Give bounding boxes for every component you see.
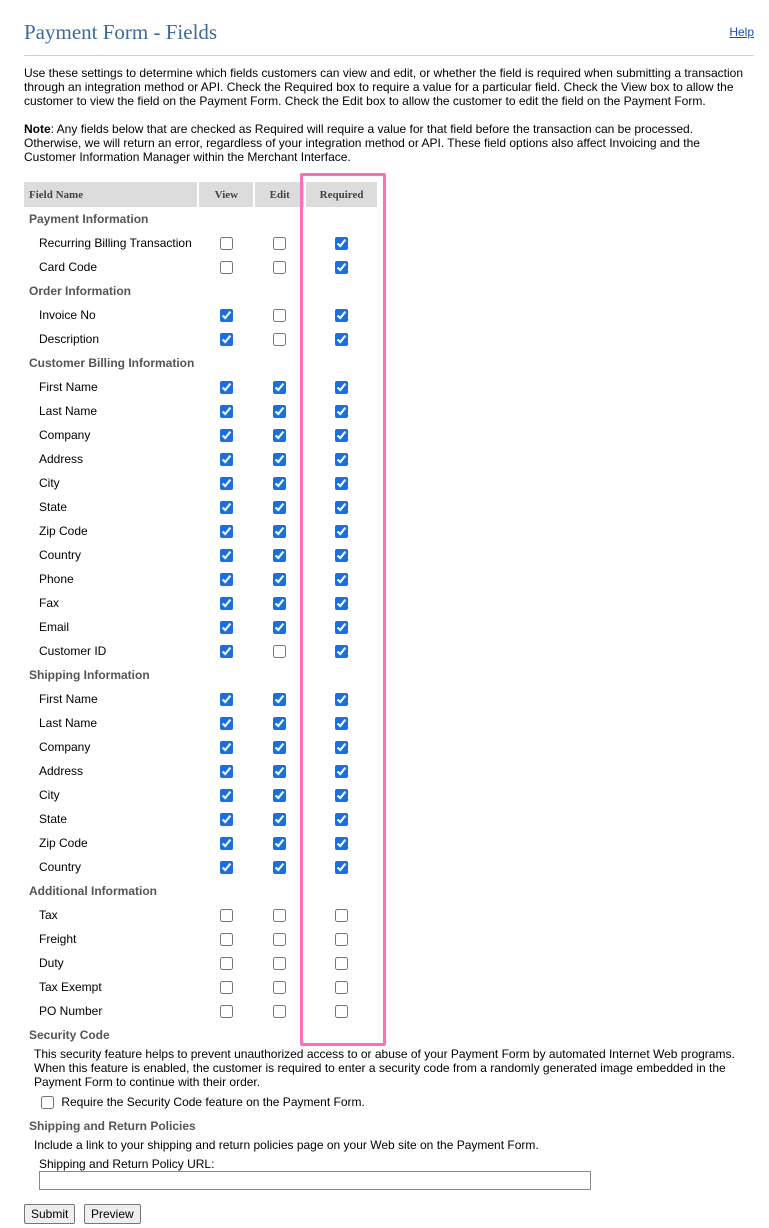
security-code-checkbox[interactable] xyxy=(41,1096,54,1109)
view-checkbox[interactable] xyxy=(220,309,233,322)
field-label: First Name xyxy=(39,380,98,394)
edit-checkbox[interactable] xyxy=(273,909,286,922)
view-cell xyxy=(198,495,254,519)
required-checkbox[interactable] xyxy=(335,453,348,466)
required-checkbox[interactable] xyxy=(335,957,348,970)
section-row xyxy=(24,663,377,687)
edit-checkbox[interactable] xyxy=(273,381,286,394)
edit-checkbox[interactable] xyxy=(273,621,286,634)
required-cell xyxy=(305,975,377,999)
note-text xyxy=(24,122,752,164)
view-cell xyxy=(198,759,254,783)
edit-checkbox[interactable] xyxy=(273,645,286,658)
field-label: Card Code xyxy=(39,260,98,274)
field-label: Zip Code xyxy=(39,836,88,850)
table-row xyxy=(24,447,377,471)
required-cell xyxy=(305,231,377,255)
required-cell xyxy=(305,591,377,615)
required-cell xyxy=(305,735,377,759)
view-cell xyxy=(198,327,254,351)
table-row xyxy=(24,975,377,999)
preview-button[interactable]: Preview xyxy=(84,1204,141,1224)
edit-checkbox[interactable] xyxy=(273,717,286,730)
view-cell xyxy=(198,735,254,759)
view-cell xyxy=(198,303,254,327)
shipping-policies-title: Shipping and Return Policies xyxy=(29,1119,196,1133)
required-checkbox[interactable] xyxy=(335,837,348,850)
edit-cell xyxy=(254,615,305,639)
table-row xyxy=(24,927,377,951)
edit-checkbox[interactable] xyxy=(273,429,286,442)
required-checkbox[interactable] xyxy=(335,813,348,826)
table-row xyxy=(24,519,377,543)
edit-cell xyxy=(254,951,305,975)
table-row xyxy=(24,855,377,879)
view-cell xyxy=(198,255,254,279)
help-link[interactable]: Help xyxy=(729,25,754,39)
required-checkbox[interactable] xyxy=(335,501,348,514)
table-row xyxy=(24,615,377,639)
view-checkbox[interactable] xyxy=(220,405,233,418)
view-cell xyxy=(198,471,254,495)
section-row xyxy=(24,351,377,375)
note-body: : Any fields below that are checked as Required will require a value for that field before the transaction can be processed. Otherwise, we will return an error, regardless of your integration method or API. These field options also affect Invoicing and the Customer Information Manager within the Merchant Interface. xyxy=(24,122,700,164)
edit-checkbox[interactable] xyxy=(273,597,286,610)
view-checkbox[interactable] xyxy=(220,957,233,970)
required-checkbox[interactable] xyxy=(335,333,348,346)
section-title: Shipping Information xyxy=(29,668,150,682)
shipping-policies-description: Include a link to your shipping and return policies page on your Web site on the Payment Form. xyxy=(34,1138,539,1152)
edit-checkbox[interactable] xyxy=(273,525,286,538)
edit-cell xyxy=(254,687,305,711)
required-cell xyxy=(305,495,377,519)
view-checkbox[interactable] xyxy=(220,765,233,778)
view-checkbox[interactable] xyxy=(220,573,233,586)
field-label: Country xyxy=(39,860,82,874)
required-checkbox[interactable] xyxy=(335,717,348,730)
edit-checkbox[interactable] xyxy=(273,765,286,778)
view-checkbox[interactable] xyxy=(220,525,233,538)
required-cell xyxy=(305,639,377,663)
view-cell xyxy=(198,855,254,879)
table-row xyxy=(24,375,377,399)
field-label: State xyxy=(39,812,68,826)
table-row xyxy=(24,783,377,807)
security-code-title: Security Code xyxy=(29,1028,110,1042)
field-label: Customer ID xyxy=(39,644,107,658)
edit-cell xyxy=(254,975,305,999)
edit-cell xyxy=(254,303,305,327)
edit-cell xyxy=(254,399,305,423)
security-code-option xyxy=(41,1095,365,1109)
required-checkbox[interactable] xyxy=(335,597,348,610)
view-checkbox[interactable] xyxy=(220,453,233,466)
edit-checkbox[interactable] xyxy=(273,501,286,514)
required-cell xyxy=(305,783,377,807)
edit-cell xyxy=(254,423,305,447)
field-label: Address xyxy=(39,452,84,466)
view-checkbox[interactable] xyxy=(220,1005,233,1018)
required-cell xyxy=(305,519,377,543)
view-checkbox[interactable] xyxy=(220,333,233,346)
table-row xyxy=(24,999,377,1023)
field-label: City xyxy=(39,476,60,490)
edit-checkbox[interactable] xyxy=(273,741,286,754)
table-header-row xyxy=(24,182,377,207)
required-checkbox[interactable] xyxy=(335,741,348,754)
edit-cell xyxy=(254,495,305,519)
header-edit: Edit xyxy=(254,182,305,207)
required-checkbox[interactable] xyxy=(335,909,348,922)
required-cell xyxy=(305,447,377,471)
intro-text: Use these settings to determine which fields customers can view and edit, or whether the field is required when submitting a transaction through an integration method or API. Check the Required box to require a value for a particular field. Check the View box to allow the customer to view the field on the Payment Form. Check the Edit box to allow the customer to edit the field on the Payment Form. xyxy=(24,66,744,108)
view-checkbox[interactable] xyxy=(220,621,233,634)
section-title: Payment Information xyxy=(29,212,149,226)
edit-cell xyxy=(254,735,305,759)
table-row xyxy=(24,567,377,591)
required-checkbox[interactable] xyxy=(335,621,348,634)
view-cell xyxy=(198,711,254,735)
view-cell xyxy=(198,639,254,663)
edit-cell xyxy=(254,855,305,879)
required-cell xyxy=(305,999,377,1023)
field-label: Tax Exempt xyxy=(39,980,102,994)
table-row xyxy=(24,303,377,327)
required-cell xyxy=(305,855,377,879)
header-view: View xyxy=(198,182,254,207)
view-checkbox[interactable] xyxy=(220,933,233,946)
required-checkbox[interactable] xyxy=(335,309,348,322)
security-code-description: This security feature helps to prevent unauthorized access to or abuse of your Payment Form by automated Internet Web programs. When this feature is enabled, the customer is required to enter a security code from a randomly generated image embedded in the Payment Form to continue with their order. xyxy=(34,1047,735,1089)
section-row xyxy=(24,207,377,231)
edit-cell xyxy=(254,807,305,831)
edit-cell xyxy=(254,447,305,471)
field-label: Country xyxy=(39,548,82,562)
required-cell xyxy=(305,567,377,591)
required-cell xyxy=(305,831,377,855)
submit-button[interactable]: Submit xyxy=(24,1204,75,1224)
field-label: Duty xyxy=(39,956,64,970)
field-label: Company xyxy=(39,740,91,754)
table-row xyxy=(24,903,377,927)
required-cell xyxy=(305,807,377,831)
required-checkbox[interactable] xyxy=(335,525,348,538)
table-row xyxy=(24,951,377,975)
edit-checkbox[interactable] xyxy=(273,861,286,874)
field-label: Invoice No xyxy=(39,308,96,322)
view-cell xyxy=(198,375,254,399)
edit-cell xyxy=(254,999,305,1023)
required-cell xyxy=(305,903,377,927)
table-row xyxy=(24,759,377,783)
table-row xyxy=(24,471,377,495)
table-row xyxy=(24,807,377,831)
view-cell xyxy=(198,567,254,591)
table-row xyxy=(24,423,377,447)
required-checkbox[interactable] xyxy=(335,933,348,946)
required-cell xyxy=(305,951,377,975)
edit-checkbox[interactable] xyxy=(273,573,286,586)
view-checkbox[interactable] xyxy=(220,597,233,610)
view-cell xyxy=(198,807,254,831)
required-checkbox[interactable] xyxy=(335,429,348,442)
table-row xyxy=(24,639,377,663)
view-cell xyxy=(198,519,254,543)
view-checkbox[interactable] xyxy=(220,477,233,490)
edit-checkbox[interactable] xyxy=(273,957,286,970)
required-cell xyxy=(305,327,377,351)
edit-checkbox[interactable] xyxy=(273,453,286,466)
view-cell xyxy=(198,951,254,975)
edit-cell xyxy=(254,519,305,543)
table-row xyxy=(24,711,377,735)
section-title: Additional Information xyxy=(29,884,157,898)
field-label: Phone xyxy=(39,572,74,586)
field-label: City xyxy=(39,788,60,802)
view-checkbox[interactable] xyxy=(220,909,233,922)
section-title: Order Information xyxy=(29,284,132,298)
table-row xyxy=(24,591,377,615)
view-checkbox[interactable] xyxy=(220,237,233,250)
field-label: Description xyxy=(39,332,100,346)
header-required: Required xyxy=(305,182,377,207)
table-row xyxy=(24,255,377,279)
view-cell xyxy=(198,399,254,423)
fields-table xyxy=(24,182,377,1023)
required-checkbox[interactable] xyxy=(335,861,348,874)
edit-checkbox[interactable] xyxy=(273,837,286,850)
edit-checkbox[interactable] xyxy=(273,1005,286,1018)
field-label: PO Number xyxy=(39,1004,103,1018)
required-checkbox[interactable] xyxy=(335,765,348,778)
edit-checkbox[interactable] xyxy=(273,405,286,418)
required-cell xyxy=(305,255,377,279)
required-checkbox[interactable] xyxy=(335,789,348,802)
view-cell xyxy=(198,591,254,615)
field-label: Address xyxy=(39,764,84,778)
view-checkbox[interactable] xyxy=(220,429,233,442)
view-checkbox[interactable] xyxy=(220,549,233,562)
field-label: State xyxy=(39,500,68,514)
view-checkbox[interactable] xyxy=(220,717,233,730)
required-cell xyxy=(305,303,377,327)
edit-checkbox[interactable] xyxy=(273,933,286,946)
required-checkbox[interactable] xyxy=(335,237,348,250)
edit-cell xyxy=(254,543,305,567)
view-cell xyxy=(198,903,254,927)
edit-cell xyxy=(254,783,305,807)
view-cell xyxy=(198,783,254,807)
required-checkbox[interactable] xyxy=(335,261,348,274)
page-title: Payment Form - Fields xyxy=(24,20,218,44)
view-checkbox[interactable] xyxy=(220,645,233,658)
view-cell xyxy=(198,231,254,255)
section-row xyxy=(24,879,377,903)
section-row xyxy=(24,279,377,303)
table-row xyxy=(24,327,377,351)
view-checkbox[interactable] xyxy=(220,861,233,874)
view-checkbox[interactable] xyxy=(220,741,233,754)
field-label: Fax xyxy=(39,596,60,610)
edit-cell xyxy=(254,759,305,783)
field-label: Last Name xyxy=(39,404,98,418)
view-checkbox[interactable] xyxy=(220,501,233,514)
required-cell xyxy=(305,543,377,567)
edit-cell xyxy=(254,471,305,495)
field-label: Recurring Billing Transaction xyxy=(39,236,192,250)
table-row xyxy=(24,495,377,519)
required-cell xyxy=(305,615,377,639)
view-cell xyxy=(198,975,254,999)
view-cell xyxy=(198,447,254,471)
edit-checkbox[interactable] xyxy=(273,693,286,706)
security-code-checkbox-label[interactable]: Require the Security Code feature on the Payment Form. xyxy=(61,1095,365,1109)
edit-checkbox[interactable] xyxy=(273,309,286,322)
view-checkbox[interactable] xyxy=(220,789,233,802)
field-label: Tax xyxy=(39,908,58,922)
edit-cell xyxy=(254,639,305,663)
view-checkbox[interactable] xyxy=(220,813,233,826)
edit-cell xyxy=(254,831,305,855)
required-checkbox[interactable] xyxy=(335,981,348,994)
table-row xyxy=(24,687,377,711)
view-checkbox[interactable] xyxy=(220,693,233,706)
view-cell xyxy=(198,831,254,855)
view-cell xyxy=(198,423,254,447)
edit-checkbox[interactable] xyxy=(273,237,286,250)
required-cell xyxy=(305,927,377,951)
edit-cell xyxy=(254,231,305,255)
required-checkbox[interactable] xyxy=(335,1005,348,1018)
field-label: Email xyxy=(39,620,70,634)
edit-cell xyxy=(254,711,305,735)
header-field-name: Field Name xyxy=(24,182,198,207)
view-cell xyxy=(198,687,254,711)
policy-url-input[interactable] xyxy=(39,1171,591,1190)
view-checkbox[interactable] xyxy=(220,261,233,274)
note-label: Note xyxy=(24,122,51,136)
view-checkbox[interactable] xyxy=(220,981,233,994)
edit-checkbox[interactable] xyxy=(273,333,286,346)
required-cell xyxy=(305,711,377,735)
view-cell xyxy=(198,543,254,567)
field-label: First Name xyxy=(39,692,98,706)
edit-checkbox[interactable] xyxy=(273,477,286,490)
table-row xyxy=(24,831,377,855)
required-cell xyxy=(305,759,377,783)
required-cell xyxy=(305,687,377,711)
edit-cell xyxy=(254,327,305,351)
view-cell xyxy=(198,999,254,1023)
title-row xyxy=(24,0,754,56)
section-title: Customer Billing Information xyxy=(29,356,195,370)
table-row xyxy=(24,735,377,759)
fields-table-body xyxy=(24,207,377,1023)
table-row xyxy=(24,399,377,423)
view-checkbox[interactable] xyxy=(220,837,233,850)
required-checkbox[interactable] xyxy=(335,477,348,490)
view-cell xyxy=(198,927,254,951)
edit-checkbox[interactable] xyxy=(273,261,286,274)
edit-checkbox[interactable] xyxy=(273,789,286,802)
edit-checkbox[interactable] xyxy=(273,813,286,826)
required-cell xyxy=(305,399,377,423)
required-checkbox[interactable] xyxy=(335,693,348,706)
edit-cell xyxy=(254,903,305,927)
required-checkbox[interactable] xyxy=(335,645,348,658)
view-cell xyxy=(198,615,254,639)
required-checkbox[interactable] xyxy=(335,573,348,586)
required-checkbox[interactable] xyxy=(335,405,348,418)
table-row xyxy=(24,543,377,567)
required-cell xyxy=(305,423,377,447)
field-label: Freight xyxy=(39,932,77,946)
view-checkbox[interactable] xyxy=(220,381,233,394)
edit-checkbox[interactable] xyxy=(273,549,286,562)
edit-checkbox[interactable] xyxy=(273,981,286,994)
edit-cell xyxy=(254,927,305,951)
edit-cell xyxy=(254,591,305,615)
edit-cell xyxy=(254,567,305,591)
required-cell xyxy=(305,471,377,495)
required-checkbox[interactable] xyxy=(335,549,348,562)
edit-cell xyxy=(254,375,305,399)
field-label: Zip Code xyxy=(39,524,88,538)
required-checkbox[interactable] xyxy=(335,381,348,394)
payment-form-fields-page xyxy=(24,0,754,1221)
edit-cell xyxy=(254,255,305,279)
required-cell xyxy=(305,375,377,399)
field-label: Company xyxy=(39,428,91,442)
field-label: Last Name xyxy=(39,716,98,730)
policy-url-label: Shipping and Return Policy URL: xyxy=(39,1157,215,1171)
table-row xyxy=(24,231,377,255)
